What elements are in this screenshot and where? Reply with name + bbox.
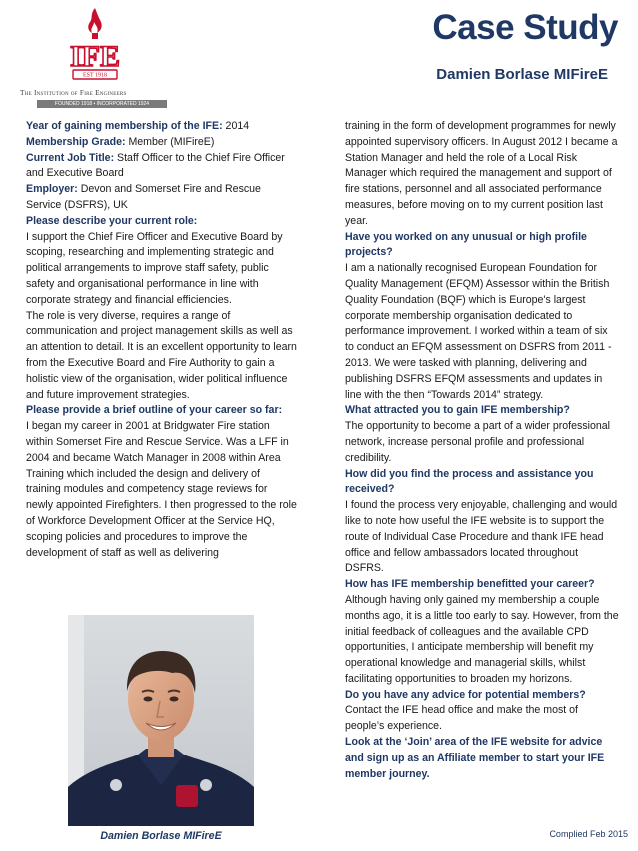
photo-caption: Damien Borlase MIFireE	[100, 830, 222, 842]
field-label: Year of gaining membership of the IFE:	[26, 120, 223, 132]
membership-grade	[26, 135, 297, 151]
compiled-date: Complied Feb 2015	[549, 829, 628, 839]
field-label: Employer:	[26, 183, 78, 196]
membership-year	[26, 119, 297, 135]
logo-initials: IFE	[69, 40, 121, 73]
question-heading: How did you find the process and assistance you received?	[345, 467, 594, 496]
question-heading: Have you worked on any unusual or high profile projects?	[345, 230, 587, 259]
closing-advice: Look at the ‘Join’ area of the IFE website for advice and sign up as an Affiliate member to start your IFE member journey.	[345, 736, 605, 780]
answer-paragraph: I began my career in 2001 at Bridgwater Fire station within Somerset Fire and Rescue Service. Was a LFF in 2004 and became Watch Manager in 2008 within Area Training which included the design and delivery of training modules and competency stage reviews for newly appointed Firefighters. I then progressed to the role of Workforce Development Officer at the Service HQ, scoping policies and procedures to improve the development of staff as well as delivering	[26, 420, 297, 559]
answer-paragraph: The opportunity to become a part of a wider professional network, increase personal profile and professional credibility.	[345, 420, 610, 464]
field-value: Member (MIFireE)	[125, 135, 215, 148]
employer	[26, 182, 297, 214]
answer-paragraph: I found the process very enjoyable, challenging and would like to note how useful the IFE website is to support the route of Individual Case Procedure and thank IFE head office and fellow ambassadors located throughout DSFRS.	[345, 499, 618, 575]
right-column	[345, 119, 619, 782]
answer-paragraph: I am a nationally recognised European Foundation for Quality Management (EFQM) Assessor within the British Quality Foundation (BQF) which is Europe's largest corporate membership organisation dedicated to performance improvement. I worked within a team of six to conduct an EFQM assessment on DSFRS from 2011 - 2013. We were tasked with planning, delivering and publishing DSFRS EFQM assessments and updates in line with the then “Towards 2014” strategy.	[345, 262, 612, 401]
page-title: Case Study	[432, 8, 618, 47]
page-subtitle: Damien Borlase MIFireE	[436, 66, 608, 83]
question-heading: What attracted you to gain IFE membership?	[345, 404, 570, 417]
field-value: Devon and Somerset Fire and Rescue Service (DSFRS), UK	[26, 183, 261, 211]
logo-est-text: EST 1918	[82, 72, 108, 79]
job-title	[26, 151, 297, 183]
field-label: Current Job Title:	[26, 151, 115, 164]
field-value: 2014	[222, 120, 250, 132]
ife-crest-icon	[60, 4, 130, 88]
answer-paragraph: training in the form of development programmes for newly appointed supervisory officers. In August 2012 I became a Station Manager and held the role of a Local Risk Manager which required the management and support of fire stations, personnel and all associated performance measures, before moving on to my current position last year.	[345, 120, 618, 227]
question-heading: Please provide a brief outline of your career so far:	[26, 404, 283, 417]
answer-paragraph: Although having only gained my membership a couple months ago, it is a little too early to say. However, from the initial feedback of colleagues and the available CPD opportunities, I anticipate membership will benefit my operational knowledge and managerial skills, whilst facilitating opportunities to broaden my horizons.	[345, 593, 619, 685]
question-heading: Please describe your current role:	[26, 214, 198, 227]
field-value: Staff Officer to the Chief Fire Officer and Executive Board	[26, 151, 285, 180]
answer-paragraph: Contact the IFE head office and make the most of people’s experience.	[345, 704, 579, 733]
field-label: Membership Grade:	[26, 135, 126, 148]
left-column	[26, 119, 297, 561]
portrait-illustration	[68, 615, 254, 826]
ife-logo	[20, 4, 170, 110]
portrait-photo	[68, 615, 254, 826]
answer-paragraph: I support the Chief Fire Officer and Executive Board by scoping, researching and implementing strategic and political arrangements to improve staff safety, public safety and organisational performance in line with corporate strategy and financial efficiencies.	[26, 230, 283, 306]
question-heading: Do you have any advice for potential members?	[345, 688, 586, 701]
institution-name: The Institution of Fire Engineers	[20, 88, 127, 97]
question-heading: How has IFE membership benefitted your career?	[345, 578, 595, 591]
answer-paragraph: The role is very diverse, requires a range of communication and project management skills as well as an attention to detail. It is an excellent opportunity to learn from the Executive Board and Fire Authority to gain a holistic view of the organisation, wider political influence and future improvement strategies.	[26, 309, 297, 401]
institution-founded-bar: FOUNDED 1918 • INCORPORATED 1924	[37, 100, 167, 108]
